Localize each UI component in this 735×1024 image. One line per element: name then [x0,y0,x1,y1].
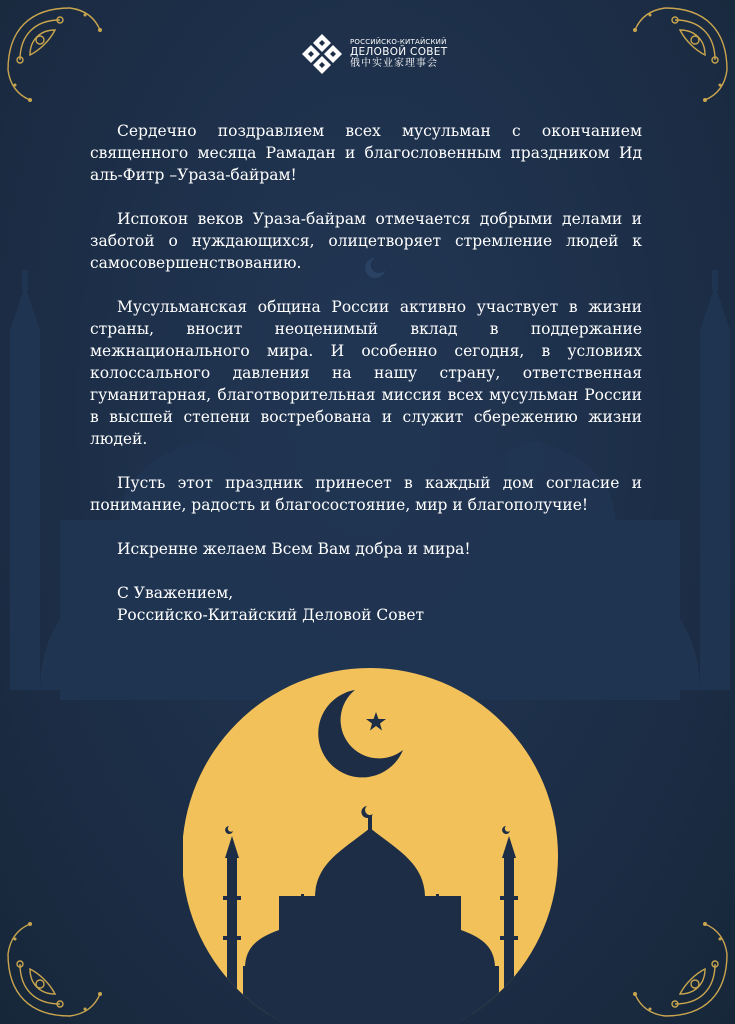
letter-paragraph: Сердечно поздравляем всех мусульман с окончанием священного месяца Рамадан и благословенным праздником Ид аль-Фитр –Ураза-байрам! [90,122,642,184]
logo-line-1: РОССИЙСКО-КИТАЙСКИЙ [350,38,447,47]
greeting-letter [90,120,642,626]
corner-ornament-icon [0,0,120,120]
letter-paragraph: Мусульманская община России активно участвует в жизни страны, вносит неоценимый вклад в поддержание межнационального мира. И особенно сегодня, в условиях колоссального давления на нашу страну, ответственная гуманитарная, благотворительная миссия всех мусульман России в высшей степени востребована и служит сбережению жизни людей. [90,298,642,448]
signature-block [90,582,642,626]
moon-mosque-illustration [183,668,558,1024]
logo-diamond-icon [300,32,344,76]
signature-line: Российско-Китайский Деловой Совет [117,606,425,624]
letter-paragraph: Искренне желаем Всем Вам добра и мира! [117,540,471,558]
letter-paragraph: Испокон веков Ураза-байрам отмечается добрыми делами и заботой о нуждающихся, олицетворяет стремление людей к самосовершенствованию. [90,210,642,272]
closing-line: С Уважением, [117,584,234,602]
logo-line-3: 俄中实业家理事会 [350,58,438,70]
council-logo [300,30,447,78]
letter-paragraph: Пусть этот праздник принесет в каждый дом согласие и понимание, радость и благосостояние, мир и благополучие! [90,474,642,514]
corner-ornament-icon [615,0,735,120]
logo-line-2: ДЕЛОВОЙ СОВЕТ [350,46,448,59]
logo-text [350,38,447,70]
corner-ornament-icon [0,904,120,1024]
corner-ornament-icon [615,904,735,1024]
